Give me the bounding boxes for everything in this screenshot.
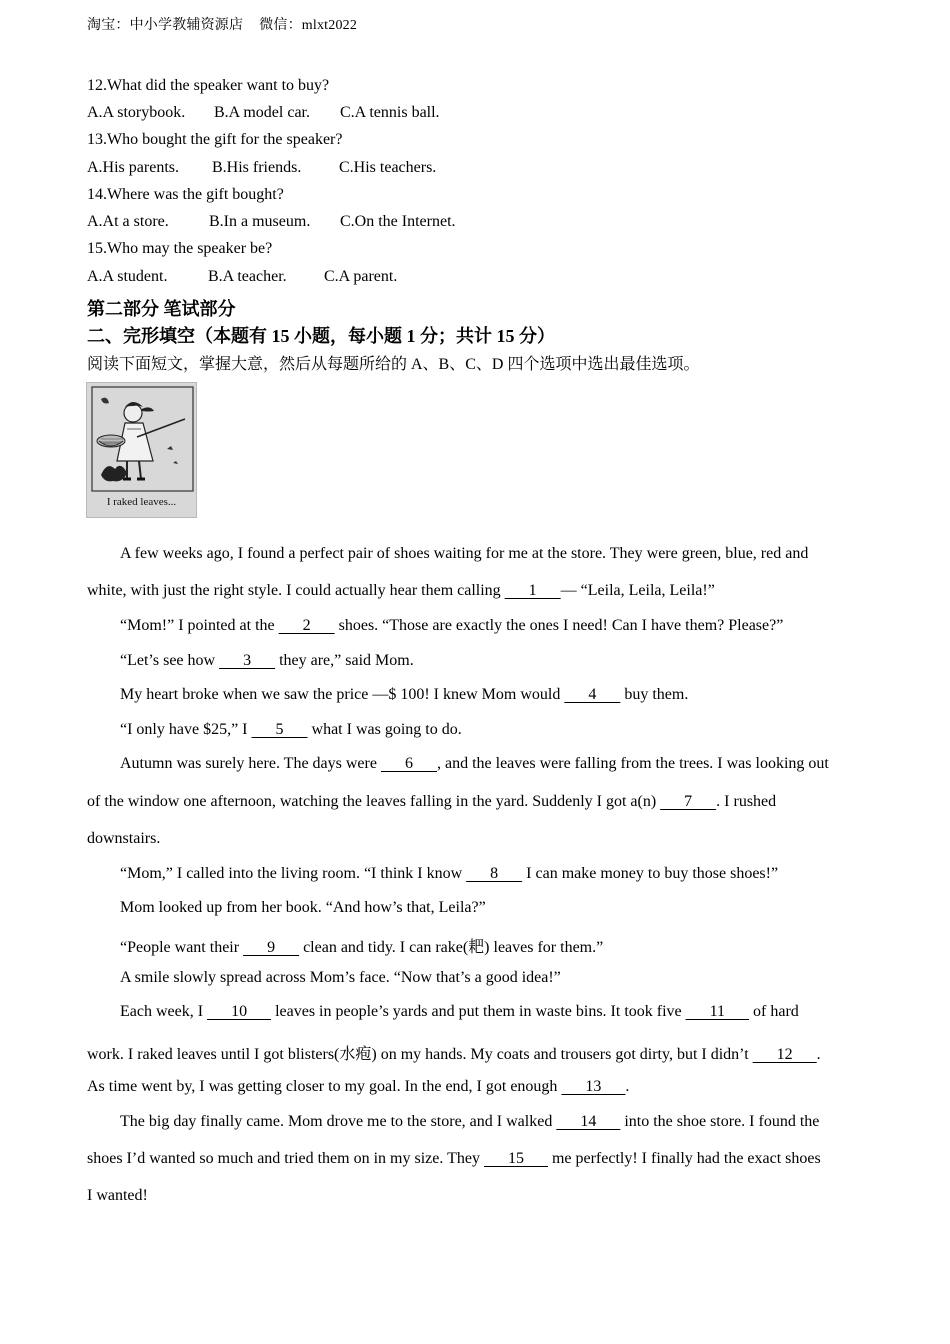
passage-line: My heart broke when we saw the price —$ 100! I knew Mom would 4 buy them. [120,686,689,703]
passage-line: “I only have $25,” I 5 what I was going to do. [120,721,462,738]
passage-line: of the window one afternoon, watching the leaves falling in the yard. Suddenly I got a(n) 7 . I rushed [87,793,777,810]
option-b: B.A model car. [214,104,310,121]
blank-4: 4 [564,686,621,703]
blank-8: 8 [466,865,523,882]
question-15-options [87,268,397,286]
section-part-heading: 第二部分 笔试部分 [87,299,236,319]
illustration-girl-raking-leaves [86,382,197,518]
blank-3: 3 [219,652,276,669]
passage-line: “Let’s see how 3 they are,” said Mom. [120,652,414,669]
section-title: 二、完形填空（本题有 15 小题，每小题 1 分；共计 15 分） [87,326,555,346]
option-a: A.A student. [87,268,168,285]
blank-9: 9 [243,939,300,956]
page-header [87,14,357,34]
question-15: 15.Who may the speaker be? [87,240,273,257]
illustration-caption: I raked leaves... [106,496,177,508]
option-a: A.His parents. [87,159,179,176]
blank-1: 1 [504,582,561,599]
passage-line: downstairs. [87,830,161,847]
passage-line: Mom looked up from her book. “And how’s that, Leila?” [120,899,486,916]
option-c: C.His teachers. [339,159,437,176]
option-b: B.His friends. [212,159,302,176]
question-13-options [87,159,436,177]
passage-line: Each week, I 10 leaves in people’s yards and put them in waste bins. It took five 11 of hard [120,1003,799,1020]
question-14-options [87,213,456,231]
blank-15: 15 [483,1150,548,1167]
raking-girl-drawing [87,383,198,495]
option-c: C.A parent. [324,268,398,285]
question-13: 13.Who bought the gift for the speaker? [87,131,343,148]
passage-line: The big day finally came. Mom drove me to the store, and I walked 14 into the shoe store. I found the [120,1113,820,1130]
instruction-text: 阅读下面短文，掌握大意，然后从每题所给的 A、B、C、D 四个选项中选出最佳选项。 [87,356,700,373]
blank-5: 5 [251,721,308,738]
passage-line: shoes I’d wanted so much and tried them on in my size. They 15 me perfectly! I finally had the exact shoes [87,1150,821,1167]
blank-11: 11 [685,1003,750,1020]
passage-line: “Mom,” I called into the living room. “I think I know 8 I can make money to buy those shoes!” [120,865,779,882]
blank-13: 13 [561,1078,626,1095]
option-b: B.A teacher. [208,268,287,285]
blank-14: 14 [556,1113,621,1130]
wechat-id: 微信：mlxt2022 [259,18,358,33]
blank-10: 10 [207,1003,272,1020]
passage-line: A few weeks ago, I found a perfect pair of shoes waiting for me at the store. They were green, blue, red and [120,545,809,562]
passage-line: “Mom!” I pointed at the 2 shoes. “Those are exactly the ones I need! Can I have them? Please?” [120,617,784,634]
shop-name: 淘宝：中小学教辅资源店 [87,18,244,33]
option-a: A.A storybook. [87,104,186,121]
blank-2: 2 [278,617,335,634]
blank-6: 6 [380,755,437,772]
passage-line: “People want their 9 clean and tidy. I can rake(耙) leaves for them.” [120,939,604,956]
passage-line: A smile slowly spread across Mom’s face. “Now that’s a good idea!” [120,969,561,986]
question-12: 12.What did the speaker want to buy? [87,77,330,94]
passage-line: As time went by, I was getting closer to my goal. In the end, I got enough 13 . [87,1078,630,1095]
passage-line: white, with just the right style. I could actually hear them calling 1 — “Leila, Leila, Leila!” [87,582,715,599]
passage-line: I wanted! [87,1187,148,1204]
option-c: C.A tennis ball. [340,104,440,121]
blank-7: 7 [660,793,717,810]
question-14: 14.Where was the gift bought? [87,186,284,203]
blank-12: 12 [752,1046,817,1063]
question-12-options [87,104,440,122]
passage-line: Autumn was surely here. The days were 6 , and the leaves were falling from the trees. I was looking out [120,755,829,772]
option-c: C.On the Internet. [340,213,456,230]
passage-line: work. I raked leaves until I got blisters(水疱) on my hands. My coats and trousers got dirty, but I didn’t 12 . [87,1046,821,1063]
option-a: A.At a store. [87,213,169,230]
option-b: B.In a museum. [209,213,311,230]
